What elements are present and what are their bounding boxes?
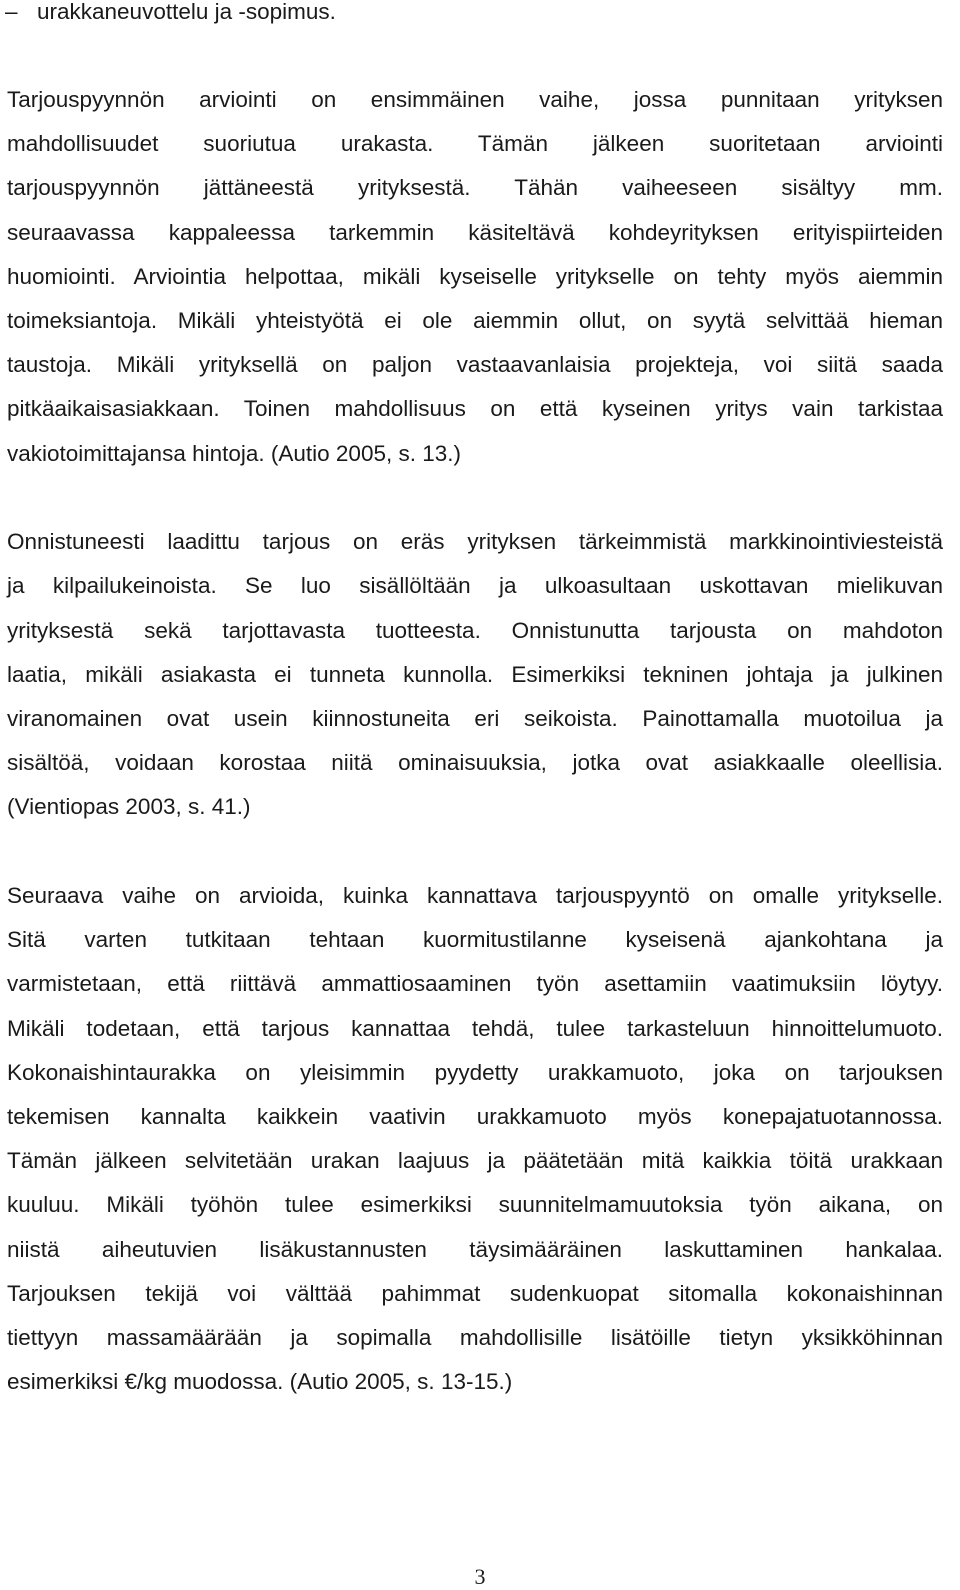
paragraph-line: taustoja. Mikäli yrityksellä on paljon vastaavanlaisia projekteja, voi siitä saada	[7, 352, 943, 377]
paragraph-line: Kokonaishintaurakka on yleisimmin pyydetty urakkamuoto, joka on tarjouksen	[7, 1060, 943, 1085]
paragraph-line: ja kilpailukeinoista. Se luo sisällöltään ja ulkoasultaan uskottavan mielikuvan	[7, 573, 943, 598]
paragraph-line: viranomainen ovat usein kiinnostuneita eri seikoista. Painottamalla muotoilua ja	[7, 706, 943, 731]
paragraph-line: Onnistuneesti laadittu tarjous on eräs yrityksen tärkeimmistä markkinointiviesteistä	[7, 529, 943, 554]
paragraph-line: sisältöä, voidaan korostaa niitä ominaisuuksia, jotka ovat asiakkaalle oleellisia.	[7, 750, 943, 775]
paragraph-line: esimerkiksi €/kg muodossa. (Autio 2005, s. 13-15.)	[7, 1369, 513, 1394]
paragraph-line: kuuluu. Mikäli työhön tulee esimerkiksi suunnitelmamuutoksia työn aikana, on	[7, 1192, 943, 1217]
paragraph-line: toimeksiantoja. Mikäli yhteistyötä ei ole aiemmin ollut, on syytä selvittää hieman	[7, 308, 943, 333]
paragraph-line: tiettyyn massamäärään ja sopimalla mahdollisille lisätöille tietyn yksikköhinnan	[7, 1325, 943, 1350]
paragraph-line: tekemisen kannalta kaikkein vaativin urakkamuoto myös konepajatuotannossa.	[7, 1104, 943, 1129]
paragraph-line: mahdollisuudet suoriutua urakasta. Tämän jälkeen suoritetaan arviointi	[7, 131, 943, 156]
paragraph-line: Seuraava vaihe on arvioida, kuinka kannattava tarjouspyyntö on omalle yritykselle.	[7, 883, 943, 908]
paragraph-line: laatia, mikäli asiakasta ei tunneta kunnolla. Esimerkiksi tekninen johtaja ja julkinen	[7, 662, 943, 687]
paragraph-line: yrityksestä sekä tarjottavasta tuotteesta. Onnistunutta tarjousta on mahdoton	[7, 618, 943, 643]
paragraph-line: vakiotoimittajansa hintoja. (Autio 2005, s. 13.)	[7, 441, 461, 466]
paragraph-line: seuraavassa kappaleessa tarkemmin käsiteltävä kohdeyrityksen erityispiirteiden	[7, 220, 943, 245]
bullet-dash: –	[5, 0, 18, 24]
bullet-item-text: urakkaneuvottelu ja -sopimus.	[37, 0, 336, 24]
page-number: 3	[474, 1564, 486, 1589]
paragraph-line: varmistetaan, että riittävä ammattiosaaminen työn asettamiin vaatimuksiin löytyy.	[7, 971, 943, 996]
paragraph-line: tarjouspyynnön jättäneestä yrityksestä. Tähän vaiheeseen sisältyy mm.	[7, 175, 943, 200]
paragraph-line: Tarjouspyynnön arviointi on ensimmäinen vaihe, jossa punnitaan yrityksen	[7, 87, 943, 112]
paragraph-line: pitkäaikaisasiakkaan. Toinen mahdollisuus on että kyseinen yritys vain tarkistaa	[7, 396, 943, 421]
paragraph-line: Tarjouksen tekijä voi välttää pahimmat sudenkuopat sitomalla kokonaishinnan	[7, 1281, 943, 1306]
paragraph-line: Sitä varten tutkitaan tehtaan kuormitustilanne kyseisenä ajankohtana ja	[7, 927, 943, 952]
bullet-item	[37, 0, 336, 27]
paragraph-line: (Vientiopas 2003, s. 41.)	[7, 794, 251, 819]
paragraph-line: Mikäli todetaan, että tarjous kannattaa tehdä, tulee tarkasteluun hinnoittelumuoto.	[7, 1016, 943, 1041]
paragraph-line: huomiointi. Arviointia helpottaa, mikäli kyseiselle yritykselle on tehty myös aiemmin	[7, 264, 943, 289]
paragraph-line: Tämän jälkeen selvitetään urakan laajuus ja päätetään mitä kaikkia töitä urakkaan	[7, 1148, 943, 1173]
paragraph-line: niistä aiheutuvien lisäkustannusten täysimääräinen laskuttaminen hankalaa.	[7, 1237, 943, 1262]
